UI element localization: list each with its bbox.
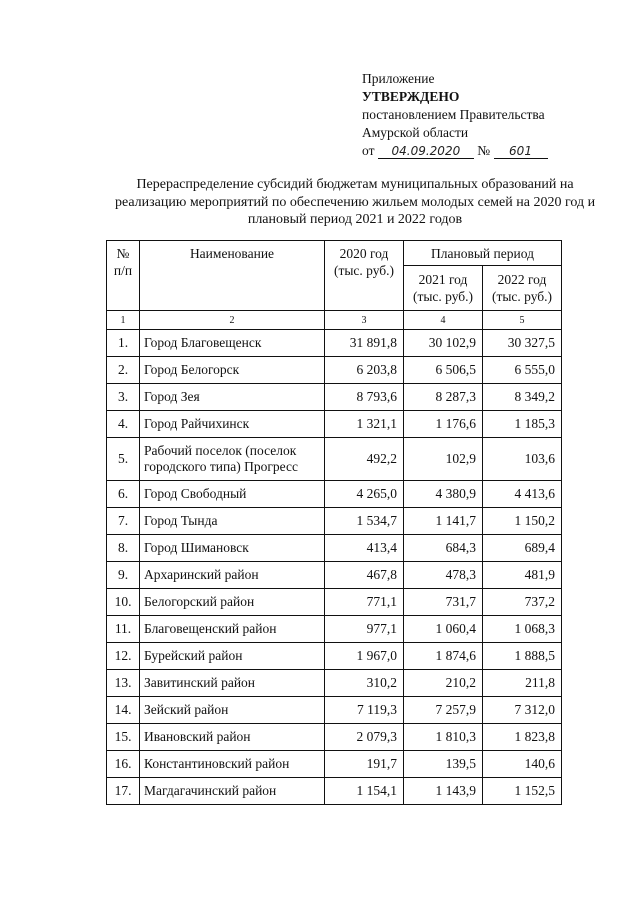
header-2022: 2022 год (тыс. руб.) <box>483 266 562 311</box>
row-number: 17. <box>107 778 140 805</box>
row-value-2020: 771,1 <box>325 589 404 616</box>
col-index: 5 <box>483 311 562 330</box>
row-value-2021: 102,9 <box>404 438 483 481</box>
row-value-2021: 1 810,3 <box>404 724 483 751</box>
row-name: Город Белогорск <box>140 357 325 384</box>
row-name: Белогорский район <box>140 589 325 616</box>
table-row <box>107 481 562 508</box>
approval-appendix: Приложение <box>362 71 435 86</box>
row-value-2020: 1 534,7 <box>325 508 404 535</box>
row-value-2021: 139,5 <box>404 751 483 778</box>
header-num: № п/п <box>107 241 140 311</box>
approval-date: 04.09.2020 <box>378 144 474 159</box>
row-name: Город Шимановск <box>140 535 325 562</box>
row-value-2021: 7 257,9 <box>404 697 483 724</box>
row-name: Благовещенский район <box>140 616 325 643</box>
row-value-2021: 1 060,4 <box>404 616 483 643</box>
row-number: 4. <box>107 411 140 438</box>
row-value-2020: 1 321,1 <box>325 411 404 438</box>
table-row <box>107 411 562 438</box>
row-value-2021: 4 380,9 <box>404 481 483 508</box>
row-number: 11. <box>107 616 140 643</box>
row-number: 16. <box>107 751 140 778</box>
row-name: Архаринский район <box>140 562 325 589</box>
row-value-2021: 1 141,7 <box>404 508 483 535</box>
row-number: 2. <box>107 357 140 384</box>
col-index: 2 <box>140 311 325 330</box>
row-number: 3. <box>107 384 140 411</box>
row-number: 6. <box>107 481 140 508</box>
row-name: Бурейский район <box>140 643 325 670</box>
row-value-2022: 103,6 <box>483 438 562 481</box>
row-value-2022: 211,8 <box>483 670 562 697</box>
row-value-2022: 140,6 <box>483 751 562 778</box>
row-name: Магдагачинский район <box>140 778 325 805</box>
row-value-2020: 1 967,0 <box>325 643 404 670</box>
column-index-row <box>107 311 562 330</box>
row-value-2021: 210,2 <box>404 670 483 697</box>
table-row <box>107 589 562 616</box>
row-name: Рабочий поселок (поселок городского типа) Прогресс <box>140 438 325 481</box>
table-row <box>107 562 562 589</box>
approval-number-label: № <box>477 143 491 158</box>
approval-region: Амурской области <box>362 125 469 140</box>
row-number: 13. <box>107 670 140 697</box>
row-value-2022: 481,9 <box>483 562 562 589</box>
table-row <box>107 384 562 411</box>
row-value-2022: 1 152,5 <box>483 778 562 805</box>
row-name: Город Райчихинск <box>140 411 325 438</box>
row-number: 10. <box>107 589 140 616</box>
row-value-2022: 689,4 <box>483 535 562 562</box>
row-number: 9. <box>107 562 140 589</box>
table-row <box>107 330 562 357</box>
row-number: 8. <box>107 535 140 562</box>
row-value-2022: 30 327,5 <box>483 330 562 357</box>
header-2021: 2021 год (тыс. руб.) <box>404 266 483 311</box>
table-row <box>107 724 562 751</box>
row-value-2020: 4 265,0 <box>325 481 404 508</box>
row-value-2021: 731,7 <box>404 589 483 616</box>
header-name: Наименование <box>140 241 325 311</box>
table-row <box>107 508 562 535</box>
row-name: Зейский район <box>140 697 325 724</box>
table-row <box>107 697 562 724</box>
row-value-2020: 413,4 <box>325 535 404 562</box>
row-name: Константиновский район <box>140 751 325 778</box>
table-row <box>107 751 562 778</box>
approval-resolution: постановлением Правительства <box>362 107 545 122</box>
subsidy-table <box>106 240 562 805</box>
row-value-2022: 7 312,0 <box>483 697 562 724</box>
row-number: 15. <box>107 724 140 751</box>
row-number: 5. <box>107 438 140 481</box>
row-name: Город Зея <box>140 384 325 411</box>
approval-date-line <box>362 142 548 160</box>
row-value-2020: 6 203,8 <box>325 357 404 384</box>
row-value-2022: 1 185,3 <box>483 411 562 438</box>
row-name: Ивановский район <box>140 724 325 751</box>
header-2020: 2020 год (тыс. руб.) <box>325 241 404 311</box>
row-value-2022: 1 068,3 <box>483 616 562 643</box>
table-row <box>107 670 562 697</box>
row-value-2020: 31 891,8 <box>325 330 404 357</box>
row-value-2022: 8 349,2 <box>483 384 562 411</box>
row-value-2021: 1 176,6 <box>404 411 483 438</box>
row-value-2020: 7 119,3 <box>325 697 404 724</box>
table-row <box>107 643 562 670</box>
row-value-2020: 8 793,6 <box>325 384 404 411</box>
row-value-2021: 30 102,9 <box>404 330 483 357</box>
row-name: Завитинский район <box>140 670 325 697</box>
row-value-2021: 6 506,5 <box>404 357 483 384</box>
col-index: 4 <box>404 311 483 330</box>
table-row <box>107 778 562 805</box>
table-row <box>107 438 562 481</box>
row-value-2022: 4 413,6 <box>483 481 562 508</box>
row-value-2020: 310,2 <box>325 670 404 697</box>
row-number: 12. <box>107 643 140 670</box>
col-index: 1 <box>107 311 140 330</box>
row-value-2020: 191,7 <box>325 751 404 778</box>
table-body <box>107 311 562 805</box>
row-value-2022: 1 888,5 <box>483 643 562 670</box>
row-number: 14. <box>107 697 140 724</box>
row-value-2020: 467,8 <box>325 562 404 589</box>
table-row <box>107 357 562 384</box>
row-value-2021: 1 874,6 <box>404 643 483 670</box>
row-value-2022: 1 150,2 <box>483 508 562 535</box>
row-number: 7. <box>107 508 140 535</box>
row-number: 1. <box>107 330 140 357</box>
row-name: Город Благовещенск <box>140 330 325 357</box>
row-value-2022: 6 555,0 <box>483 357 562 384</box>
approval-number: 601 <box>494 144 548 159</box>
row-value-2020: 1 154,1 <box>325 778 404 805</box>
table-row <box>107 616 562 643</box>
row-value-2022: 737,2 <box>483 589 562 616</box>
approval-approved: УТВЕРЖДЕНО <box>362 89 460 104</box>
row-value-2020: 492,2 <box>325 438 404 481</box>
approval-block <box>362 70 548 160</box>
table-row <box>107 535 562 562</box>
row-value-2020: 2 079,3 <box>325 724 404 751</box>
row-value-2022: 1 823,8 <box>483 724 562 751</box>
row-value-2021: 8 287,3 <box>404 384 483 411</box>
row-name: Город Свободный <box>140 481 325 508</box>
document-title: Перераспределение субсидий бюджетам муниципальных образований на реализацию мероприятий по обеспечению жильем молодых семей на 2020 год и плановый период 2021 и 2022 годов <box>114 177 596 227</box>
row-value-2021: 1 143,9 <box>404 778 483 805</box>
row-value-2021: 478,3 <box>404 562 483 589</box>
header-planned: Плановый период <box>404 241 562 266</box>
approval-from-label: от <box>362 143 375 158</box>
row-name: Город Тында <box>140 508 325 535</box>
col-index: 3 <box>325 311 404 330</box>
row-value-2021: 684,3 <box>404 535 483 562</box>
row-value-2020: 977,1 <box>325 616 404 643</box>
